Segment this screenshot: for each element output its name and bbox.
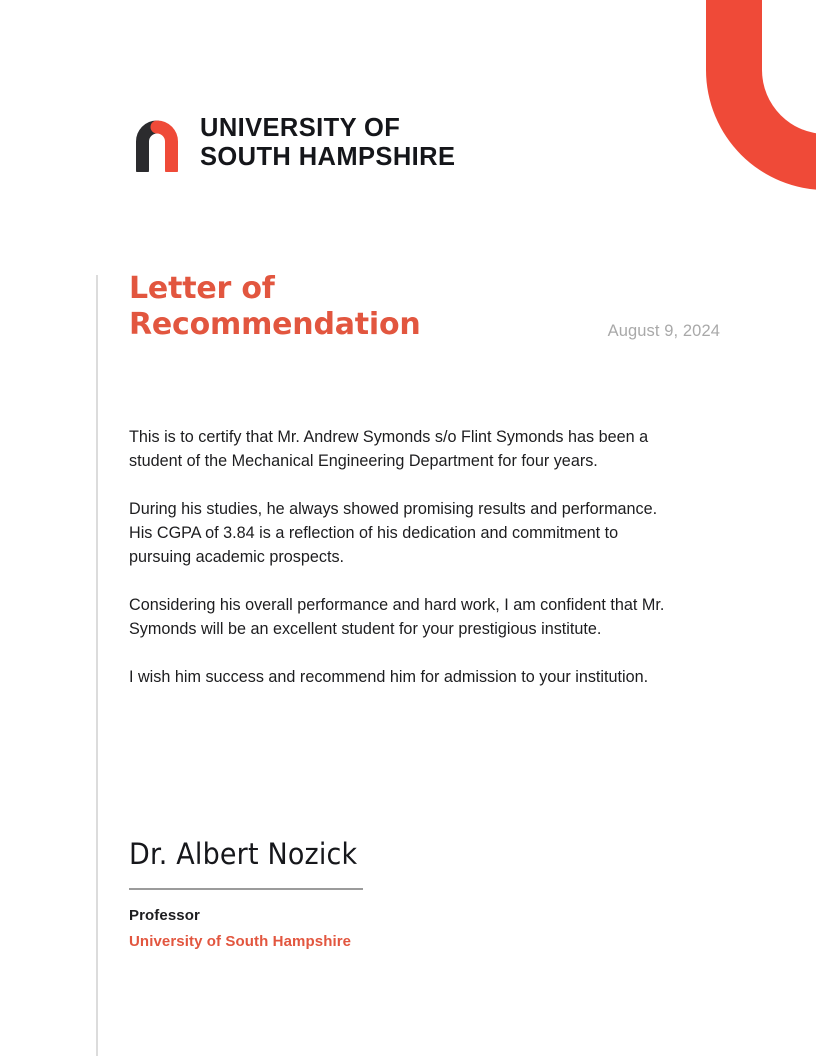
page-title-line-2: Recommendation bbox=[129, 307, 421, 342]
left-vertical-rule bbox=[96, 275, 98, 1056]
document-date: August 9, 2024 bbox=[607, 322, 720, 340]
body-paragraph-3: Considering his overall performance and hard work, I am confident that Mr. Symonds will be an excellent student for your prestigious institute. bbox=[129, 596, 665, 638]
page-title-line-1: Letter of bbox=[129, 271, 275, 306]
signature-rule bbox=[129, 888, 363, 890]
body-paragraph-4: I wish him success and recommend him for admission to your institution. bbox=[129, 668, 649, 686]
letterhead bbox=[129, 114, 455, 172]
signature-block bbox=[129, 834, 549, 952]
signatory-job-title: Professor bbox=[129, 907, 200, 924]
arch-logo-icon bbox=[129, 114, 185, 172]
institution-name-line-2: SOUTH HAMPSHIRE bbox=[200, 143, 456, 171]
page-title bbox=[129, 271, 459, 343]
signature-name: Dr. Albert Nozick bbox=[129, 837, 358, 871]
u-shape-graphic bbox=[706, 0, 816, 190]
signatory-organization: University of South Hampshire bbox=[129, 933, 352, 950]
body-paragraph-2: During his studies, he always showed promising results and performance. His CGPA of 3.84 is a reflection of his dedication and commitment to pursuing academic prospects. bbox=[129, 500, 658, 566]
letter-body bbox=[129, 425, 674, 689]
institution-name-line-1: UNIVERSITY OF bbox=[200, 114, 401, 142]
institution-name bbox=[200, 114, 455, 172]
body-paragraph-1: This is to certify that Mr. Andrew Symonds s/o Flint Symonds has been a student of the Mechanical Engineering Department for four years. bbox=[129, 428, 649, 470]
